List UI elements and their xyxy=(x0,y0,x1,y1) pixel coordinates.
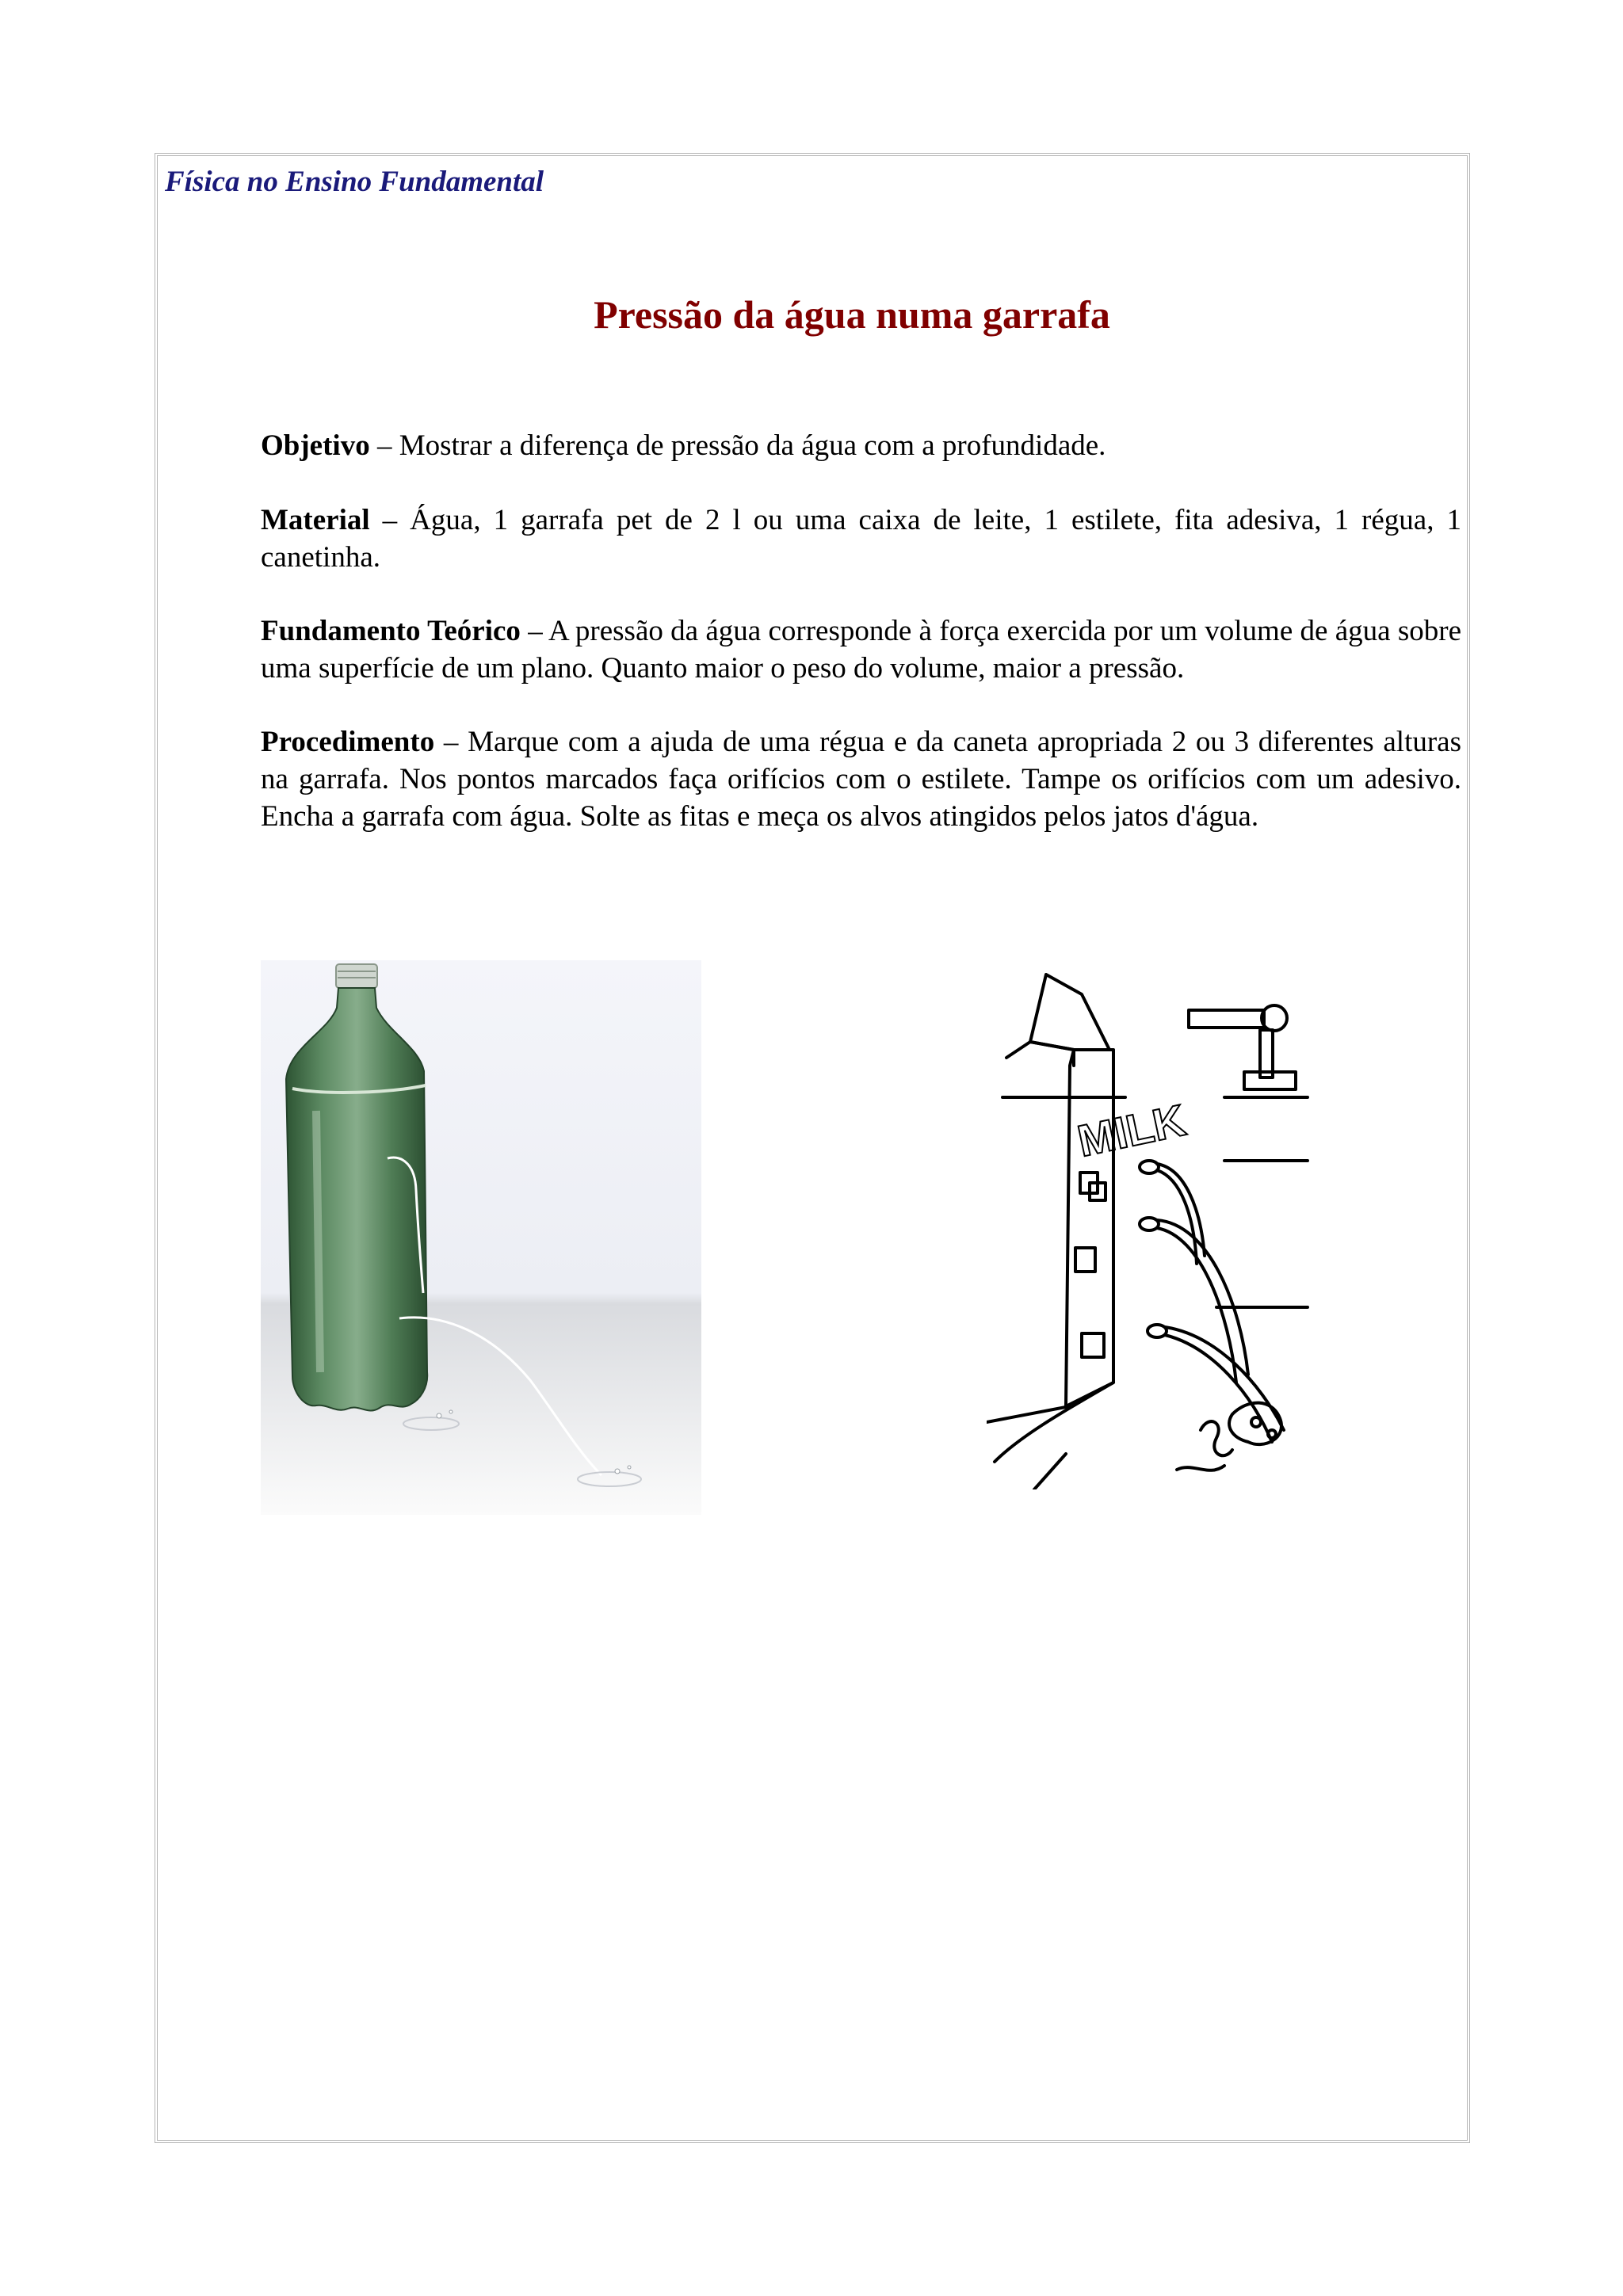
section-label: Fundamento Teórico xyxy=(261,615,521,647)
section-label: Material xyxy=(261,504,370,536)
section-text: – Água, 1 garrafa pet de 2 l ou uma caixa de leite, 1 estilete, fita adesiva, 1 régua, 1 canetinha. xyxy=(261,504,1461,574)
running-header: Física no Ensino Fundamental xyxy=(165,166,544,198)
section-material xyxy=(261,502,1461,576)
section-objetivo xyxy=(261,427,1461,464)
section-text: – A pressão da água corresponde à força exercida por um volume de água sobre uma superfície de um plano. Quanto maior o peso do volume, maior a pressão. xyxy=(261,615,1461,685)
milk-label: MILK xyxy=(1073,1094,1190,1166)
milk-carton-illustration xyxy=(987,971,1312,1489)
section-label: Procedimento xyxy=(261,726,435,758)
section-fundamento-teorico xyxy=(261,612,1461,687)
section-text: – Marque com a ajuda de uma régua e da caneta apropriada 2 ou 3 diferentes alturas na garrafa. Nos pontos marcados faça orifícios com o estilete. Tampe os orifícios com um adesivo. Encha a garrafa com água. Solte as fitas e meça os alvos atingidos pelos jatos d'água. xyxy=(261,726,1461,833)
section-label: Objetivo xyxy=(261,429,370,462)
page-title: Pressão da água numa garrafa xyxy=(594,292,1110,337)
section-procedimento xyxy=(261,723,1461,835)
bottle-illustration xyxy=(261,960,701,1515)
section-text: – Mostrar a diferença de pressão da água com a profundidade. xyxy=(369,429,1106,462)
